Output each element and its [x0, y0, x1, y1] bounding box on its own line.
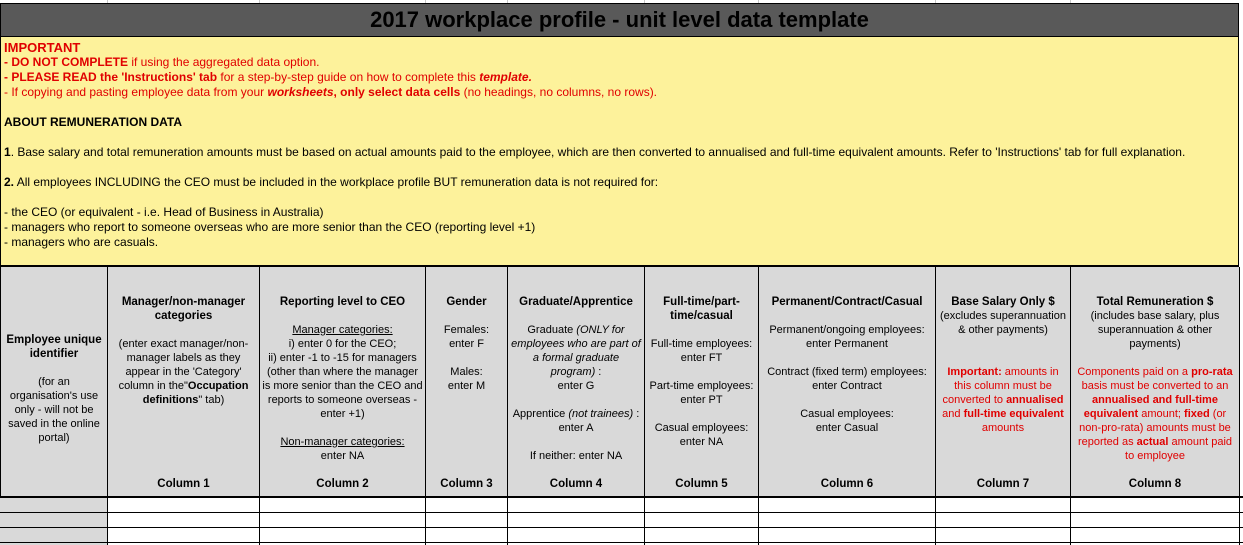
sheet-title: 2017 workplace profile - unit level data template [0, 3, 1239, 37]
header-column-8: Total Remuneration $ (includes base salary, plus superannuation & other payments) Components paid on a pro-rata basis must be converted to an annualised and full-time equivalent amount; fixed (or non-pro-rata) amounts must be reported as actual amount paid to employee Column 8 [1071, 267, 1240, 496]
header-column-4: Graduate/Apprentice Graduate (ONLY for employees who are part of a formal graduate program) : enter G Apprentice (not trainees) : enter A If neither: enter NA Column 4 [508, 267, 645, 496]
header-column-7: Base Salary Only $ (excludes superannuation & other payments) Important: amounts in this column must be converted to annualised and full-time equivalent amounts Column 7 [936, 267, 1071, 496]
important-notice [0, 37, 1239, 267]
column-headers [0, 267, 1243, 496]
data-entry-grid [0, 496, 1243, 545]
column-number: Column 1 [157, 478, 210, 490]
column-number: Column 3 [440, 478, 493, 490]
column-number: Column 6 [820, 478, 874, 490]
column-number: Column 7 [976, 478, 1030, 490]
exclusion-item: - managers who are casuals. [4, 235, 159, 249]
column-number: Column 5 [675, 478, 728, 490]
column-number: Column 8 [1128, 478, 1182, 490]
remuneration-point-2: 2. All employees INCLUDING the CEO must be included in the workplace profile BUT remuneration data is not required for: [4, 175, 659, 189]
header-column-2: Reporting level to CEO Manager categories: i) enter 0 for the CEO; ii) enter -1 to -15 for managers (other than where the manager is more senior than the CEO and reports to someone overseas - enter +1) Non-manager categories: enter NA Column 2 [260, 267, 426, 496]
header-column-6: Permanent/Contract/Casual Permanent/ongoing employees: enter Permanent Contract (fixed term) employees: enter Contract Casual employees: enter Casual Column 6 [759, 267, 936, 496]
important-line-3: - If copying and pasting employee data from your worksheets, only select data cells (no headings, no columns, no rows). [4, 85, 658, 99]
exclusion-item: - managers who report to someone overseas who are more senior than the CEO (reporting level +1) [4, 220, 536, 234]
important-heading: IMPORTANT [4, 40, 81, 55]
identifier-cells [0, 496, 107, 545]
remuneration-heading: ABOUT REMUNERATION DATA [4, 115, 182, 129]
important-line-2: - PLEASE READ the 'Instructions' tab for a step-by-step guide on how to complete this template. [4, 70, 532, 84]
important-line-1: - DO NOT COMPLETE if using the aggregated data option. [4, 55, 320, 69]
header-column-1: Manager/non-manager categories (enter exact manager/non-manager labels as they appear in the 'Category' column in the"Occupation definitions" tab) Column 1 [108, 267, 260, 496]
header-column-3: Gender Females: enter F Males: enter M Column 3 [426, 267, 508, 496]
column-number: Column 4 [549, 478, 603, 490]
header-column-5: Full-time/part-time/casual Full-time employees: enter FT Part-time employees: enter PT Casual employees: enter NA Column 5 [645, 267, 759, 496]
column-number: Column 2 [316, 478, 369, 490]
header-employee-id: Employee unique identifier (for an organisation's use only - will not be saved in the online portal) [0, 267, 108, 496]
exclusion-item: - the CEO (or equivalent - i.e. Head of Business in Australia) [4, 205, 324, 219]
remuneration-point-1: 1. Base salary and total remuneration amounts must be based on actual amounts paid to the employee, which are then converted to annualised and full-time equivalent amounts. Refer to 'Instructions' tab for full explanation. [4, 145, 1186, 159]
